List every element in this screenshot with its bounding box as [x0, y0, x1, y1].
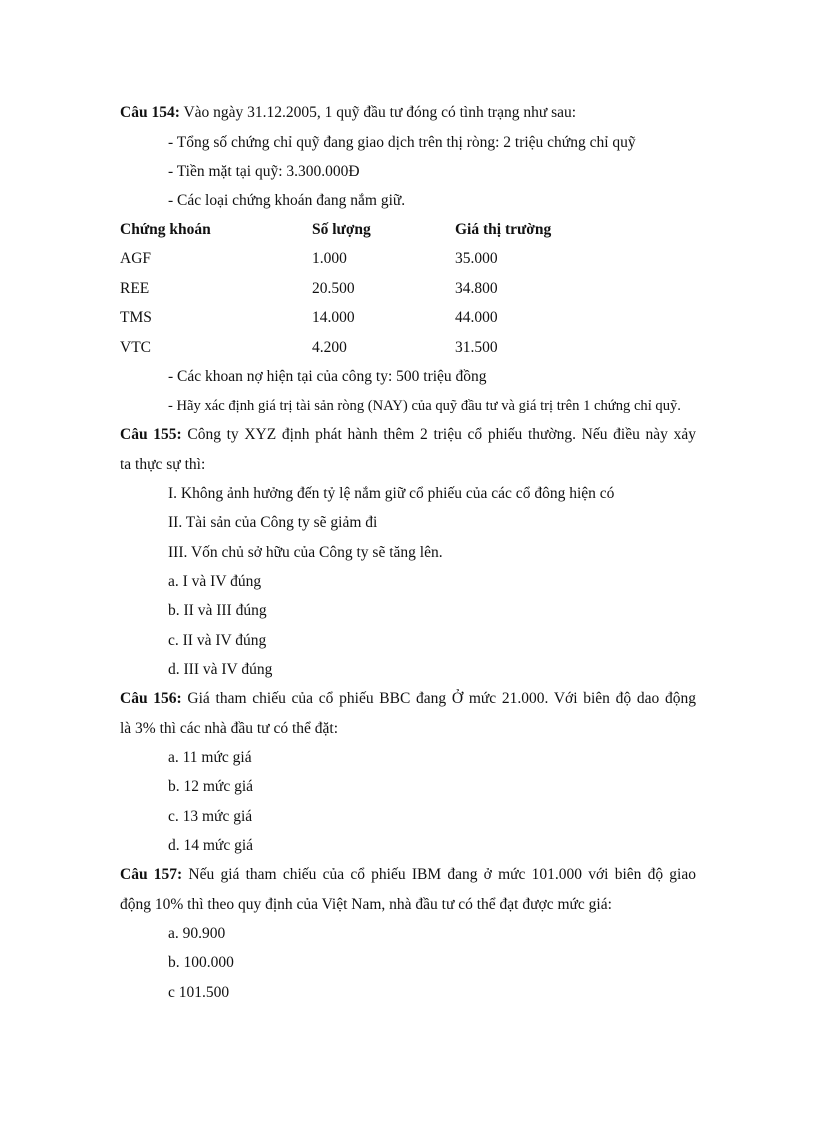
list-item: - Tổng số chứng chỉ quỹ đang giao dịch trên thị ròng: 2 triệu chứng chỉ quỹ [168, 134, 636, 151]
table-cell: 35.000 [455, 250, 498, 267]
table-cell: 4.200 [312, 339, 347, 356]
table-header-securities: Chứng khoán [120, 221, 211, 238]
question-label: Câu 155: [120, 426, 182, 443]
list-item: - Tiền mặt tại quỹ: 3.300.000Đ [168, 163, 360, 180]
question-label: Câu 157: [120, 866, 183, 883]
answer-option: c. II và IV đúng [168, 632, 267, 649]
statement: II. Tài sản của Công ty sẽ giảm đi [168, 514, 378, 531]
statement: I. Không ảnh hưởng đến tỷ lệ nắm giữ cổ phiếu của các cổ đông hiện có [168, 485, 615, 502]
answer-option: a. 90.900 [168, 925, 226, 942]
table-cell: AGF [120, 250, 152, 267]
question-text: Công ty XYZ định phát hành thêm 2 triệu cổ phiếu thường. Nếu điều này xảy [181, 426, 696, 443]
table-cell: 1.000 [312, 250, 347, 267]
answer-option: c 101.500 [168, 984, 230, 1001]
list-item: - Hãy xác định giá trị tài sản ròng (NAY) của quỹ đầu tư và giá trị trên 1 chứng chỉ quỹ. [168, 398, 681, 414]
statement: III. Vốn chủ sở hữu của Công ty sẽ tăng lên. [168, 544, 443, 561]
question-156 [120, 689, 696, 709]
table-cell: REE [120, 280, 150, 297]
table-cell: TMS [120, 309, 152, 326]
question-157 [120, 865, 696, 885]
question-text-continued: là 3% thì các nhà đầu tư có thể đặt: [120, 720, 338, 737]
table-header-market-price: Giá thị trường [455, 221, 552, 238]
table-cell: 20.500 [312, 280, 355, 297]
table-cell: VTC [120, 339, 151, 356]
question-text-continued: động 10% thì theo quy định của Việt Nam, nhà đầu tư có thể đạt được mức giá: [120, 896, 612, 913]
table-cell: 14.000 [312, 309, 355, 326]
question-label: Câu 154: [120, 104, 180, 121]
answer-option: d. 14 mức giá [168, 837, 254, 854]
answer-option: a. 11 mức giá [168, 749, 252, 766]
answer-option: c. 13 mức giá [168, 808, 253, 825]
table-header-quantity: Số lượng [312, 221, 371, 238]
table-cell: 44.000 [455, 309, 498, 326]
question-155 [120, 425, 696, 445]
question-label: Câu 156: [120, 690, 182, 707]
answer-option: d. III và IV đúng [168, 661, 273, 678]
question-text: Giá tham chiếu của cổ phiếu BBC đang Ở mức 21.000. Với biên độ dao động [181, 690, 696, 707]
answer-option: b. II và III đúng [168, 602, 267, 619]
list-item: - Các khoan nợ hiện tại của công ty: 500 triệu đồng [168, 368, 487, 385]
question-text-continued: ta thực sự thì: [120, 456, 206, 473]
list-item: - Các loại chứng khoán đang nắm giữ. [168, 192, 406, 209]
table-cell: 34.800 [455, 280, 498, 297]
question-text: Nếu giá tham chiếu của cổ phiếu IBM đang ở mức 101.000 với biên độ giao [182, 866, 696, 883]
answer-option: a. I và IV đúng [168, 573, 262, 590]
answer-option: b. 12 mức giá [168, 778, 254, 795]
question-154 [120, 103, 576, 123]
question-text: Vào ngày 31.12.2005, 1 quỹ đầu tư đóng có tình trạng như sau: [179, 104, 577, 121]
table-cell: 31.500 [455, 339, 498, 356]
answer-option: b. 100.000 [168, 954, 234, 971]
